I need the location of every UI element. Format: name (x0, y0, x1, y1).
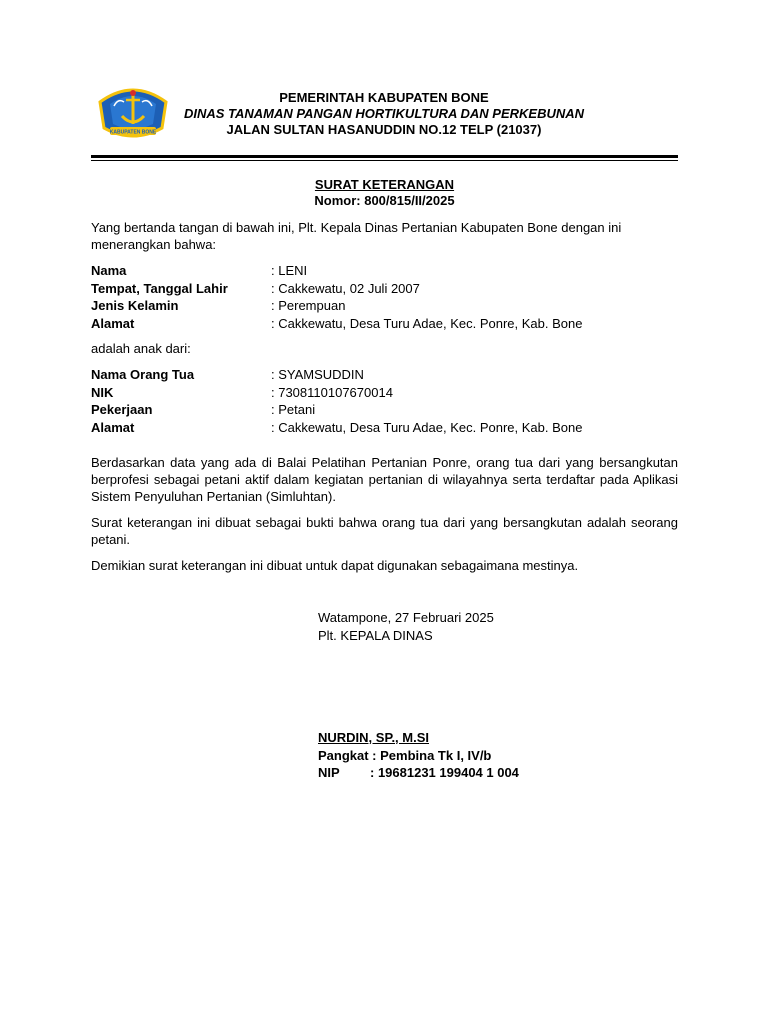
parent-label: Alamat (91, 419, 135, 435)
signer-nip (318, 764, 678, 782)
signer-name: NURDIN, SP., M.SI (318, 730, 430, 745)
nip-value: : 19681231 199404 1 004 (370, 765, 519, 780)
signer-position: Plt. KEPALA DINAS (318, 627, 433, 643)
body-paragraph-2: Surat keterangan ini dibuat sebagai bukti bahwa orang tua dari yang bersangkutan adalah seorang petani. (91, 515, 678, 547)
person-value: : Perempuan (271, 298, 346, 313)
person-label: Alamat (91, 315, 135, 331)
letterhead (170, 90, 598, 138)
person-row (91, 297, 678, 315)
letterhead-rule-thin (91, 160, 678, 161)
body-paragraph-1: Berdasarkan data yang ada di Balai Pelatihan Pertanian Ponre, orang tua dari yang bersangkutan berprofesi sebagai petani aktif dalam kegiatan pertanian di wilayahnya serta terdaftar pada Aplikasi Sistem Penyuluhan Pertanian (Simluhtan). (91, 455, 678, 504)
parent-label: Nama Orang Tua (91, 367, 195, 382)
place-date: Watampone, 27 Februari 2025 (318, 610, 494, 625)
nip-label: NIP (318, 765, 340, 780)
person-value: : LENI (271, 263, 308, 278)
signature-block (318, 609, 678, 644)
parent-row (91, 419, 678, 437)
signer-rank: Pangkat : Pembina Tk I, IV/b (318, 747, 492, 763)
person-row (91, 262, 678, 280)
letter-title (91, 177, 678, 209)
parent-value: : Cakkewatu, Desa Turu Adae, Kec. Ponre, Kab. Bone (271, 419, 583, 435)
person-value: : Cakkewatu, 02 Juli 2007 (271, 280, 420, 296)
letterhead-rule-thick (91, 155, 678, 158)
parent-label: NIK (91, 384, 114, 400)
parent-row (91, 366, 678, 384)
parent-value: : SYAMSUDDIN (271, 367, 364, 382)
person-value: : Cakkewatu, Desa Turu Adae, Kec. Ponre, Kab. Bone (271, 315, 583, 331)
parent-row (91, 401, 678, 419)
letter-heading: SURAT KETERANGAN (314, 177, 455, 192)
letterhead-line-2: DINAS TANAMAN PANGAN HORTIKULTURA DAN PERKEBUNAN (183, 106, 585, 121)
person-details (91, 262, 678, 332)
child-of-text: adalah anak dari: (91, 341, 191, 356)
parent-details (91, 366, 678, 436)
signer-details (318, 729, 678, 782)
person-label: Nama (91, 263, 127, 278)
parent-label: Pekerjaan (91, 402, 153, 417)
person-label: Tempat, Tanggal Lahir (91, 280, 228, 296)
person-label: Jenis Kelamin (91, 298, 179, 313)
parent-value: : Petani (271, 402, 316, 417)
parent-value: : 7308110107670014 (271, 384, 393, 400)
letterhead-line-1: PEMERINTAH KABUPATEN BONE (279, 90, 489, 105)
logo-text: KABUPATEN BONE (109, 129, 157, 136)
regency-logo (96, 80, 170, 144)
intro-paragraph: Yang bertanda tangan di bawah ini, Plt. Kepala Dinas Pertanian Kabupaten Bone dengan ini menerangkan bahwa: (91, 220, 622, 252)
parent-row (91, 384, 678, 402)
letter-number: Nomor: 800/815/II/2025 (314, 193, 455, 208)
person-row (91, 280, 678, 298)
person-row (91, 315, 678, 333)
closing-paragraph: Demikian surat keterangan ini dibuat untuk dapat digunakan sebagaimana mestinya. (91, 558, 579, 573)
letterhead-line-3: JALAN SULTAN HASANUDDIN NO.12 TELP (21037) (226, 122, 542, 137)
